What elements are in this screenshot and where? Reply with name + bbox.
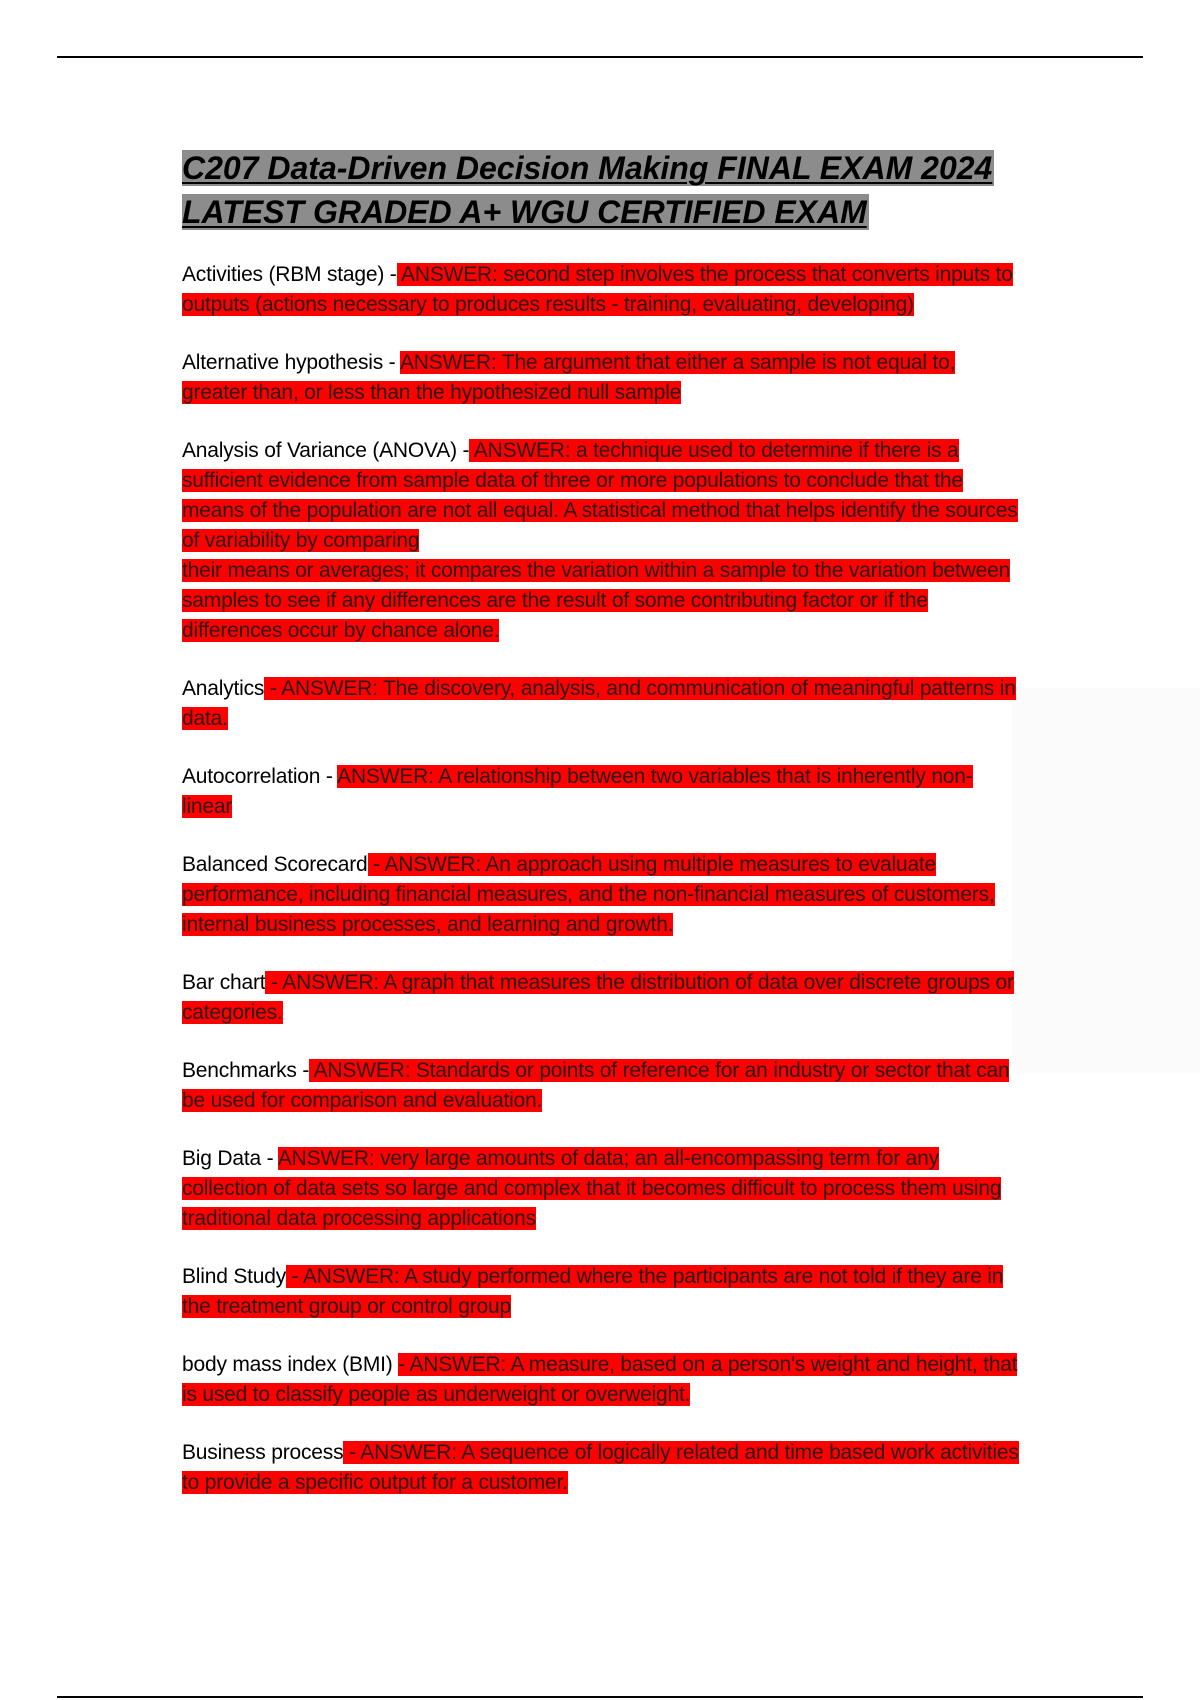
entry-answer: ANSWER: second step involves the process that converts inputs to outputs (actions necessary to produces results - training, evaluating, developing) (182, 263, 1013, 316)
glossary-entry-activities (182, 260, 1022, 320)
bottom-rule (57, 1696, 1143, 1698)
entry-term: Analytics (182, 677, 265, 700)
entry-term: body mass index (BMI) (182, 1353, 399, 1376)
top-rule (57, 56, 1143, 58)
entry-term: Autocorrelation - (182, 765, 338, 788)
entry-answer-continued: their means or averages; it compares the variation within a sample to the variation between samples to see if any differences are the result of some contributing factor or if the differences occur by chance alone. (182, 559, 1011, 642)
entry-term: Analysis of Variance (ANOVA) - (182, 439, 470, 462)
document-body (182, 146, 1022, 1526)
glossary-entry-alternative-hypothesis (182, 348, 1022, 408)
entry-term: Activities (RBM stage) - (182, 263, 397, 286)
entry-term: Balanced Scorecard (182, 853, 368, 876)
entry-term: Bar chart (182, 971, 266, 994)
entry-term: Benchmarks - (182, 1059, 310, 1082)
entry-answer: ANSWER: The argument that either a sample is not equal to, greater than, or less than the hypothesized null sample (182, 351, 956, 404)
glossary-entry-bar-chart (182, 968, 1022, 1028)
glossary-entry-blind-study (182, 1262, 1022, 1322)
entry-term: Big Data - (182, 1147, 278, 1170)
entry-term: Blind Study (182, 1265, 287, 1288)
entry-answer: - ANSWER: The discovery, analysis, and communication of meaningful patterns in data. (182, 677, 1016, 730)
entry-answer: - ANSWER: A measure, based on a person's weight and height, that is used to classify people as underweight or overweight. (182, 1353, 1018, 1406)
entry-term: Alternative hypothesis - (182, 351, 400, 374)
glossary-entry-anova (182, 436, 1022, 646)
entry-answer: - ANSWER: A study performed where the participants are not told if they are in the treatment group or control group (182, 1265, 1004, 1318)
entry-answer: ANSWER: a technique used to determine if there is a sufficient evidence from sample data of three or more populations to conclude that the means of the population are not all equal. A statistical method that helps identify the sources of variability by comparing (182, 439, 1018, 552)
glossary-entry-analytics (182, 674, 1022, 734)
title-line-1: C207 Data-Driven Decision Making FINAL EXAM 2024 (182, 150, 993, 186)
glossary-entry-autocorrelation (182, 762, 1022, 822)
glossary-entry-big-data (182, 1144, 1022, 1234)
glossary-entry-benchmarks (182, 1056, 1022, 1116)
entry-answer: ANSWER: A relationship between two variables that is inherently non-linear (182, 765, 973, 818)
entry-answer: - ANSWER: A sequence of logically related and time based work activities to provide a specific output for a customer. (182, 1441, 1019, 1494)
entry-answer: - ANSWER: A graph that measures the distribution of data over discrete groups or categories. (182, 971, 1014, 1024)
title-line-2: LATEST GRADED A+ WGU CERTIFIED EXAM (182, 194, 867, 230)
document-title (182, 146, 1022, 234)
entry-term: Business process (182, 1441, 344, 1464)
glossary-entry-balanced-scorecard (182, 850, 1022, 940)
entry-answer: ANSWER: Standards or points of reference for an industry or sector that can be used for comparison and evaluation. (182, 1059, 1010, 1112)
entry-answer: - ANSWER: An approach using multiple measures to evaluate performance, including financial measures, and the non-financial measures of customers, internal business processes, and learning and growth. (182, 853, 995, 936)
page-shadow-panel (1012, 688, 1200, 1073)
glossary-entry-bmi (182, 1350, 1022, 1410)
entry-answer: ANSWER: very large amounts of data; an all-encompassing term for any collection of data sets so large and complex that it becomes difficult to process them using traditional data processing applications (182, 1147, 1002, 1230)
glossary-entry-business-process (182, 1438, 1022, 1498)
